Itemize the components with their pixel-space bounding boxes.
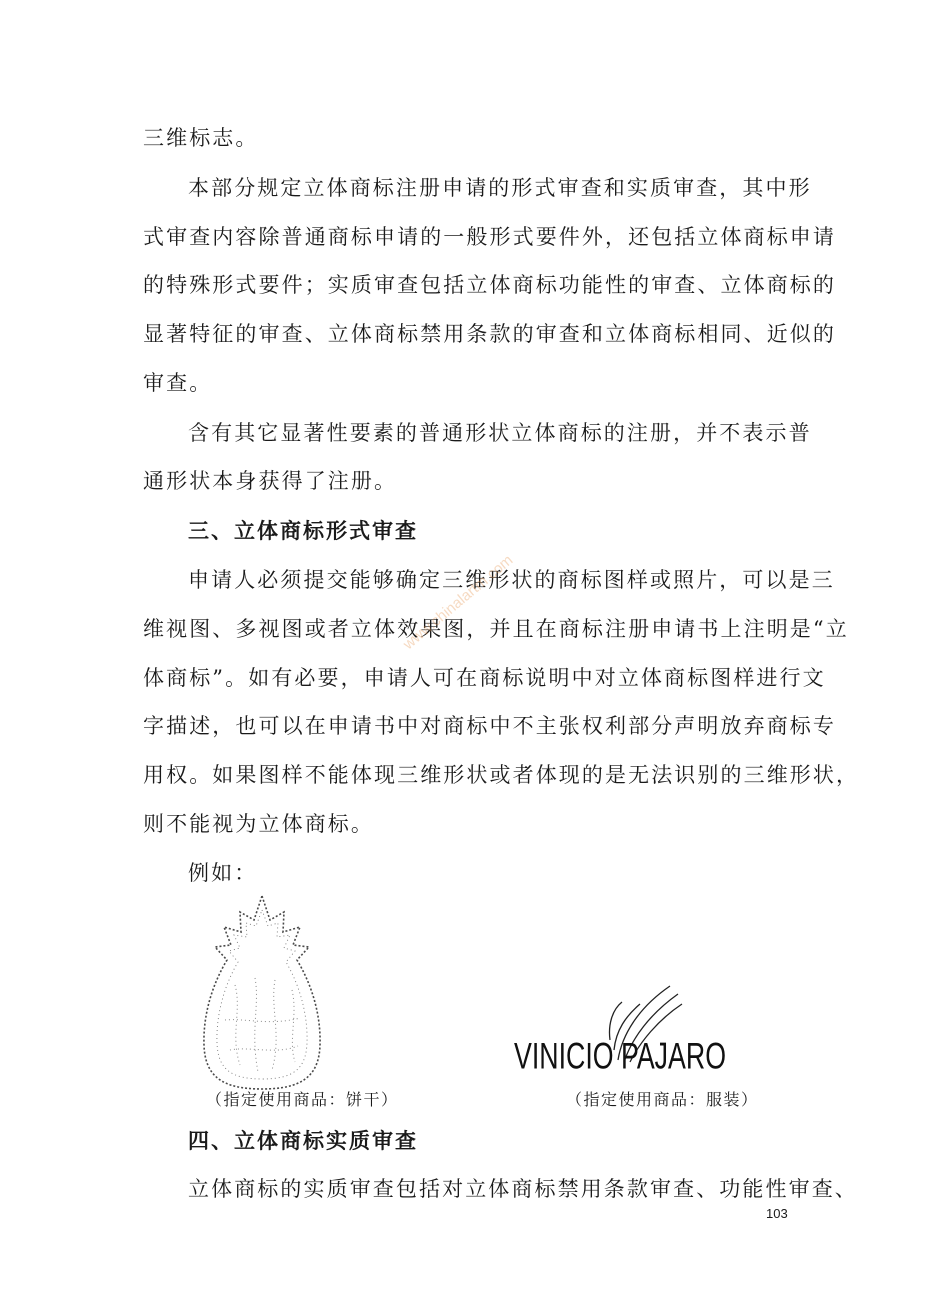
body-line: 通形状本身获得了注册。 [143,469,398,493]
body-line: 申请人必须提交能够确定三维形状的商标图样或照片，可以是三 [188,568,835,592]
body-line: 维视图、多视图或者立体效果图，并且在商标注册申请书上注明是“立 [143,617,849,641]
body-line: 则不能视为立体商标。 [143,812,374,836]
example-label: 例如： [188,861,258,885]
page-number: 103 [766,1206,788,1221]
section-heading-3: 三、立体商标形式审查 [188,519,418,543]
section-heading-4: 四、立体商标实质审查 [188,1129,418,1153]
body-line: 审查。 [143,371,213,395]
pineapple-biscuit-image [200,890,325,1095]
body-line: 立体商标的实质审查包括对立体商标禁用条款审查、功能性审查、 [188,1177,858,1201]
body-line: 含有其它显著性要素的普通形状立体商标的注册，并不表示普 [188,421,812,445]
logo-lettering: VINICIO PAJARO [514,1035,726,1078]
body-line: 显著特征的审查、立体商标禁用条款的审查和立体商标相同、近似的 [143,322,836,346]
watermark: www.chinalartm.com [400,551,517,654]
body-line: 的特殊形式要件；实质审查包括立体商标功能性的审查、立体商标的 [143,273,836,297]
body-line: 式审查内容除普通商标申请的一般形式要件外，还包括立体商标申请 [143,225,836,249]
body-line: 三维标志。 [143,126,259,150]
body-line: 本部分规定立体商标注册申请的形式审查和实质审查，其中形 [188,176,812,200]
body-line: 体商标”。如有必要，申请人可在商标说明中对立体商标图样进行文 [143,666,826,690]
vinicio-pajaro-logo [510,980,730,1080]
body-line: 字描述，也可以在申请书中对商标中不主张权利部分声明放弃商标专 [143,714,836,738]
figure-caption: （指定使用商品：服装） [566,1090,759,1109]
body-line: 用权。如果图样不能体现三维形状或者体现的是无法识别的三维形状， [143,763,860,787]
figure-caption: （指定使用商品：饼干） [206,1090,399,1109]
